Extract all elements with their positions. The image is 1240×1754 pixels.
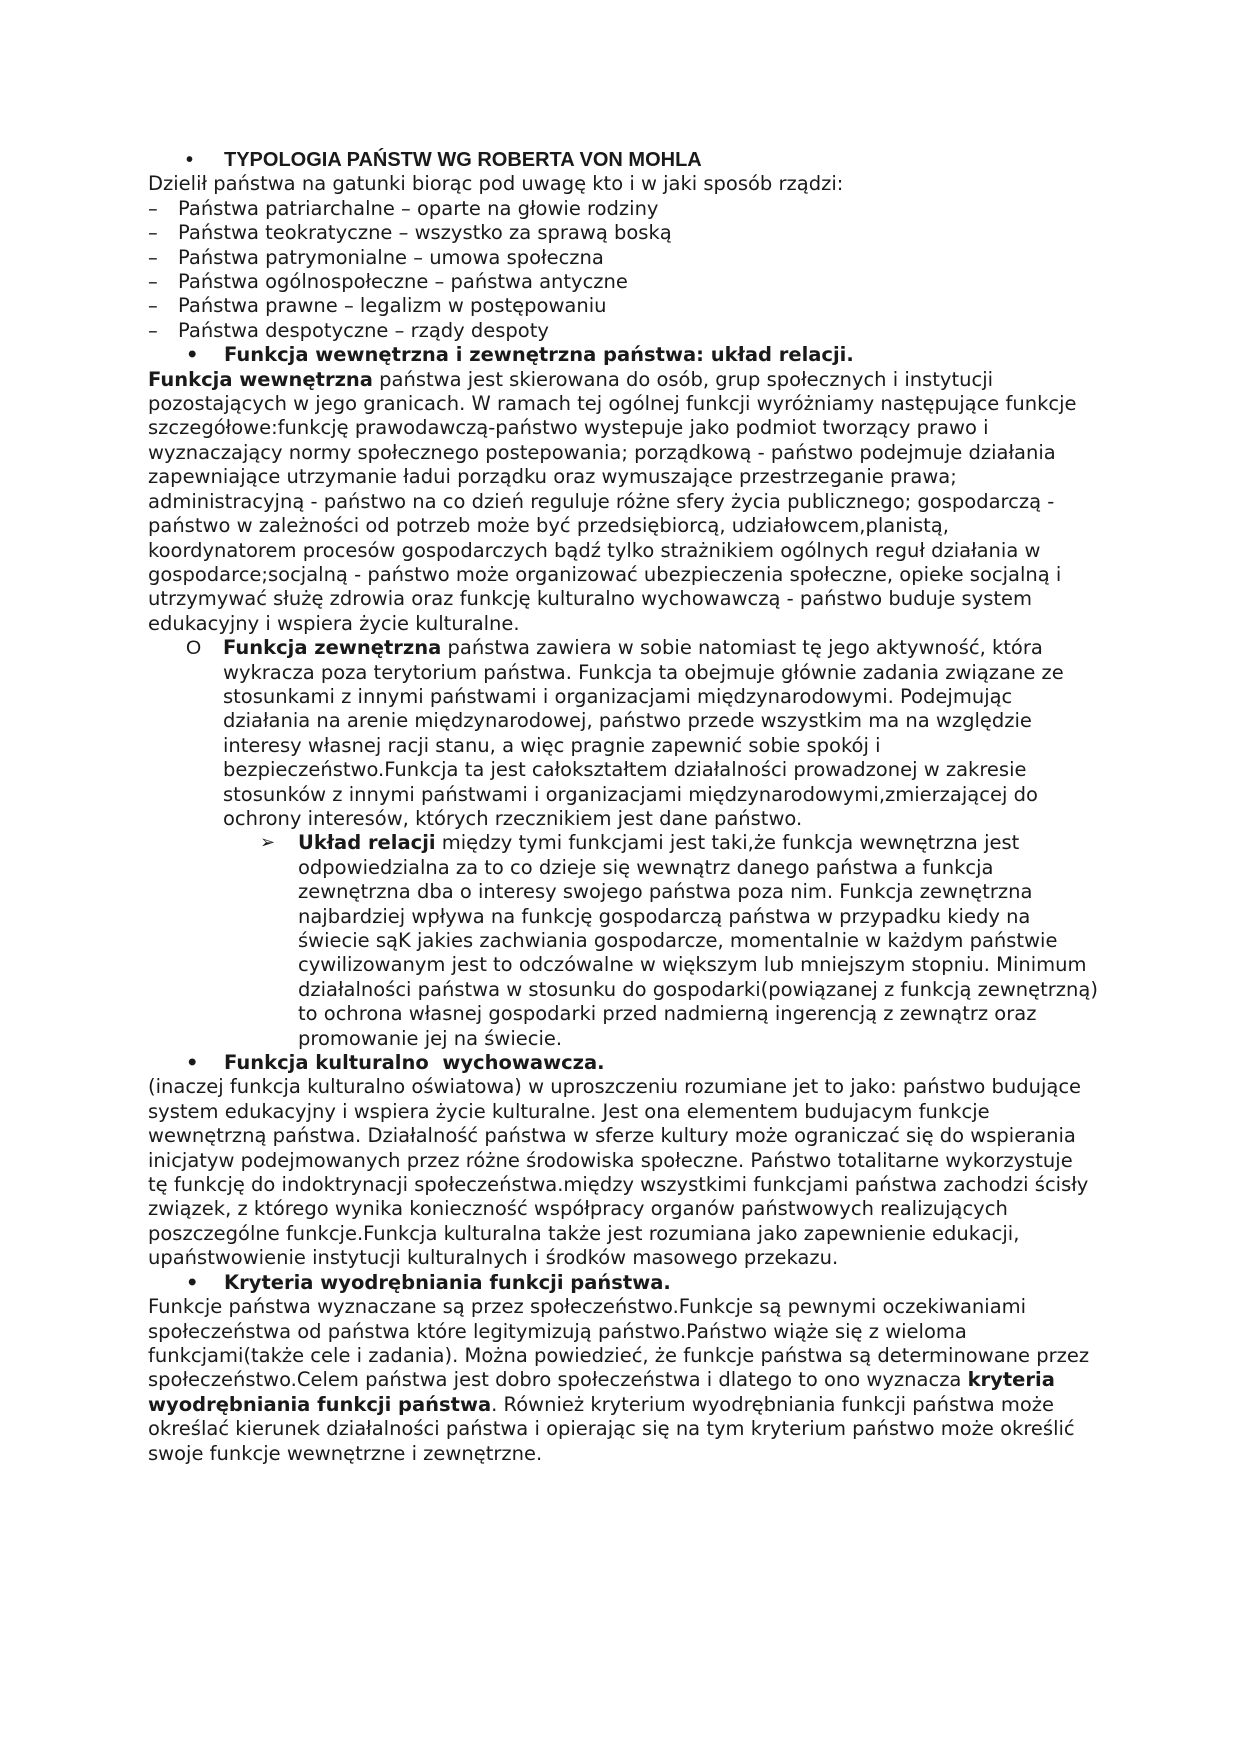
bullet-icon: • — [186, 343, 199, 367]
list-item-text: Państwa ogólnospołeczne – państwa antyczne — [178, 270, 628, 294]
list-item — [148, 294, 1098, 318]
bold-term: Układ relacji — [298, 831, 436, 855]
list-item — [148, 221, 1098, 245]
paragraph-text: państwa zawiera w sobie natomiast tę jego aktywność, która wykracza poza terytorium państwa. Funkcja ta obejmuje głównie zadania związane ze stosunkami z innymi państwami i organizacjami międzynarodowymi. Podejmując działania na arenie międzynarodowej, państwo przede wszystkim ma na względzie interesy własnej racji stanu, a więc pragnie zapewnić sobie spokój i bezpieczeństwo.Funkcja ta jest całokształtem działalności prowadzonej w zakresie stosunków z innymi państwami i organizacjami międzynarodowymi,zmierzającej do ochrony interesów, których rzecznikiem jest dane państwo. — [223, 636, 1064, 830]
list-item — [148, 246, 1098, 270]
dash-icon: – — [148, 245, 158, 269]
paragraph-text: państwa jest skierowana do osób, grup społecznych i instytucji pozostających w jego granicach. W ramach tej ogólnej funkcji wyróżniamy następujące funkcje szczegółowe:funkcję prawodawczą-państwo wystepuje jako podmiot tworzący prawo i wyznaczający normy społecznego postepowania; porządkową - państwo podejmuje działania — [148, 367, 1077, 464]
intro-paragraph: Dzielił państwa na gatunki biorąc pod uwagę kto i w jaki sposób rządzi: — [148, 172, 844, 196]
dash-icon: – — [148, 294, 158, 318]
arrow-bullet-icon: ➢ — [260, 832, 276, 854]
section-heading-kulturalno — [148, 1051, 1098, 1075]
dash-icon: – — [148, 196, 158, 220]
bold-term: Funkcja wewnętrzna — [148, 367, 373, 391]
circle-bullet-icon: O — [186, 637, 202, 660]
cultural-function-paragraph: (inaczej funkcja kulturalno oświatowa) w uproszczeniu rozumiane jet to jako: państwo budujące system edukacyjny i wspiera życie kulturalne. Jest ona elementem budujacym funkcje wewnętrzną państwa. Działalność państwa w sferze kultury może ograniczać się do wspierania inicjatyw podejmowanych przez różne środowiska społeczne. Państwo totalitarne wykorzystuje tę funkcję do indoktrynacji społeczeństwa.między wszystkimi funkcjami państwa zachodzi ścisły związek, z którego wynika konieczność współpracy organów państwowych realizujących poszczególne funkcje.Funkcja kulturalna także jest rozumiana jako zapewnienie edukacji, upaństwowienie instytucji kulturalnych i środków masowego przekazu. — [148, 1075, 1089, 1270]
section-heading-kryteria — [148, 1271, 1098, 1295]
list-item-text: Państwa prawne – legalizm w postępowaniu — [178, 294, 607, 318]
list-item-text: Państwa teokratyczne – wszystko za sprawą boską — [178, 221, 672, 245]
list-item-text: Państwa patrymonialne – umowa społeczna — [178, 245, 604, 269]
list-item-text: Państwa despotyczne – rządy despoty — [178, 318, 549, 342]
paragraph-text: między tymi funkcjami jest taki,że funkcja wewnętrzna jest odpowiedzialna za to co dzieje się wewnątrz danego państwa a funkcja zewnętrzna dba o interesy swojego państwa poza nim. Funkcja zewnętrzna najbardziej wpływa na funkcję gospodarczą państwa w przypadku kiedy na świecie sąK jakies zachwiania gospodarcze, momentalnie w każdym państwie cywilizowanym jest to odczówalne w większym lub mniejszym stopniu. Minimum działalności państwa w stosunku do gospodarki(powiązanej z funkcją zewnętrzną) to ochrona własnej gospodarki przed nadmierną ingerencją z zewnątrz oraz promowanie jej na świecie. — [298, 831, 1098, 1050]
relations-paragraph — [148, 831, 1098, 1051]
dash-icon: – — [148, 221, 158, 245]
criteria-paragraph — [148, 1295, 1098, 1466]
list-item — [148, 270, 1098, 294]
section-heading-funkcje — [148, 343, 1098, 367]
internal-function-paragraph — [148, 368, 1098, 466]
bullet-icon: • — [186, 1051, 199, 1075]
dash-icon: – — [148, 270, 158, 294]
section-heading-typologia — [148, 148, 1098, 172]
heading-text: TYPOLOGIA PAŃSTW WG ROBERTA VON MOHLA — [224, 149, 702, 171]
heading-text: Funkcja wewnętrzna i zewnętrzna państwa: układ relacji. — [224, 343, 854, 367]
bold-term: kryteria wyodrębniania funkcji państwa — [148, 1368, 1055, 1416]
bullet-icon: • — [186, 1270, 199, 1294]
paragraph-text: . Również kryterium wyodrębniania funkcji państwa może określać kierunek działalności państwa i opierając się na tym kryterium państwo może określić swoje funkcje wewnętrzne i zewnętrzne. — [148, 1392, 1075, 1465]
paragraph-text: Funkcje państwa wyznaczane są przez społeczeństwo.Funkcje są pewnymi oczekiwaniami społeczeństwa od państwa które legitymizują państwo.Państwo wiąże się z wieloma funkcjami(także cele i zadania). Można powiedzieć, że funkcje państwa są determinowane przez społeczeństwo.Celem państwa jest dobro społeczeństwa i dlatego to ono wyznacza — [148, 1295, 1090, 1392]
internal-function-paragraph-continued: zapewniające utrzymanie ładui porządku oraz wymuszające przestrzeganie prawa; administracyjną - państwo na co dzień reguluje różne sfery życia publicznego; gospodarczą - państwo w zależności od potrzeb może być przedsiębiorcą, udziałowcem,planistą, koordynatorem procesów gospodarczych bądź tylko strażnikiem ogólnych reguł działania w gospodarce;socjalną - państwo może organizować ubezpieczenia społeczne, opieke socjalną i utrzymywać służę zdrowia oraz funkcję kulturalno wychowawczą - państwo buduje system edukacyjny i wspiera życie kulturalne. — [148, 465, 1062, 635]
heading-text: Funkcja kulturalno wychowawcza. — [224, 1051, 605, 1075]
list-item-text: Państwa patriarchalne – oparte na głowie rodziny — [178, 196, 659, 220]
dash-icon: – — [148, 318, 158, 342]
list-item — [148, 319, 1098, 343]
document-page — [148, 148, 1098, 1466]
bullet-icon: • — [186, 149, 194, 171]
typology-list — [148, 197, 1098, 343]
bold-term: Funkcja zewnętrzna — [223, 636, 442, 660]
external-function-paragraph — [148, 636, 1098, 831]
heading-text: Kryteria wyodrębniania funkcji państwa. — [224, 1270, 671, 1294]
list-item — [148, 197, 1098, 221]
